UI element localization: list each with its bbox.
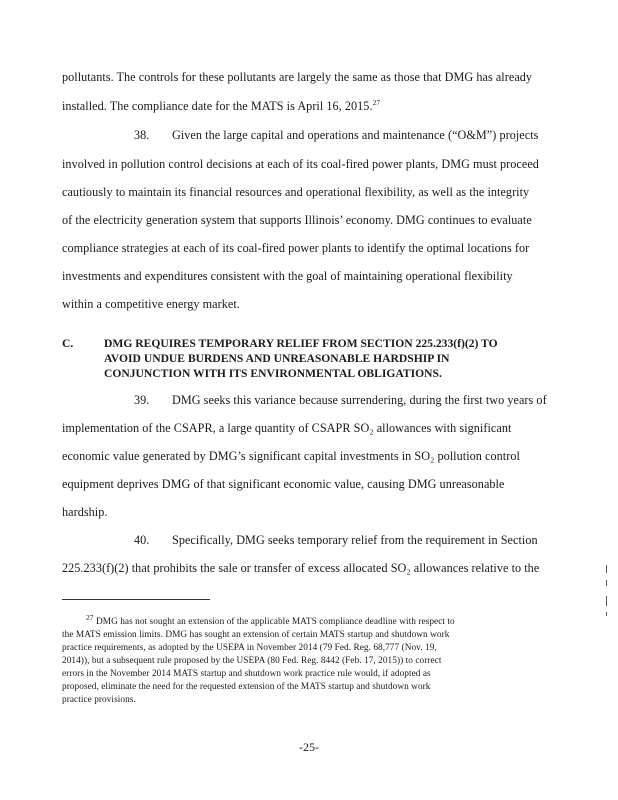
footnote-number: 27 xyxy=(86,612,94,622)
body-line: within a competitive energy market. xyxy=(62,297,240,311)
footnote-separator xyxy=(62,599,210,600)
footnote-line: the MATS emission limits. DMG has sought an extension of certain MATS startup and shutdown work xyxy=(62,630,450,640)
body-line: pollutants. The controls for these pollutants are largely the same as those that DMG has already xyxy=(62,70,533,84)
section-heading-line: DMG REQUIRES TEMPORARY RELIEF FROM SECTION 225.233(f)(2) TO xyxy=(104,337,498,350)
paragraph-38: 38. Given the large capital and operations and maintenance (“O&M”) projects xyxy=(134,128,539,142)
paragraph-40: 40. Specifically, DMG seeks temporary relief from the requirement in Section xyxy=(134,533,538,547)
footnote-line: $^{27}$ DMG has not sought an extension of the applicable MATS compliance deadline with respect to xyxy=(86,612,455,627)
body-line: equipment deprives DMG of that significant economic value, causing DMG unreasonable xyxy=(62,477,505,491)
margin-change-bar xyxy=(606,612,607,616)
body-line: economic value generated by DMG’s significant capital investments in SO₂ pollution control xyxy=(62,449,520,463)
para-number: 39. xyxy=(134,393,150,407)
footnote-line: practice provisions. xyxy=(62,695,136,705)
section-letter: C. xyxy=(62,337,74,350)
body-line: cautiously to maintain its financial resources and operational flexibility, as well as the integrity xyxy=(62,185,530,199)
footnote-line: 2014)), but a subsequent rule proposed by the USEPA (80 Fed. Reg. 8442 (Feb. 17, 2015)) to correct xyxy=(62,656,442,666)
body-line: installed. The compliance date for the MATS is April 16, 2015.27 xyxy=(62,97,381,113)
section-heading-line: CONJUNCTION WITH ITS ENVIRONMENTAL OBLIGATIONS. xyxy=(104,367,442,380)
body-line: implementation of the CSAPR, a large quantity of CSAPR SO₂ allowances with significant xyxy=(62,421,512,435)
body-line: involved in pollution control decisions at each of its coal-fired power plants, DMG must proceed xyxy=(62,157,539,171)
margin-change-bar xyxy=(606,580,607,586)
para-number: 40. xyxy=(134,533,150,547)
footnote-ref: 27 xyxy=(372,97,381,107)
footnote-line: practice requirements, as adopted by the USEPA in November 2014 (79 Fed. Reg. 68,777 (Nov. 19, xyxy=(62,643,437,653)
body-line: investments and expenditures consistent with the goal of maintaining operational flexibility xyxy=(62,269,513,283)
body-line: compliance strategies at each of its coal-fired power plants to identify the optimal locations for xyxy=(62,241,530,255)
footnote-line: proposed, eliminate the need for the requested extension of the MATS startup and shutdown work xyxy=(62,682,431,692)
footnote-line: errors in the November 2014 MATS startup and shutdown work practice rule would, if adopted as xyxy=(62,669,431,679)
page-number: -25- xyxy=(299,740,319,754)
para-number: 38. xyxy=(134,128,150,142)
section-heading-line: AVOID UNDUE BURDENS AND UNREASONABLE HARDSHIP IN xyxy=(104,352,450,365)
margin-change-bar xyxy=(606,565,607,573)
paragraph-39: 39. DMG seeks this variance because surrendering, during the first two years of xyxy=(134,393,547,407)
body-line: hardship. xyxy=(62,505,108,519)
body-line: of the electricity generation system that supports Illinois’ economy. DMG continues to evaluate xyxy=(62,213,532,227)
margin-change-bar xyxy=(606,596,607,606)
body-line: 225.233(f)(2) that prohibits the sale or transfer of excess allocated SO₂ allowances relative to the xyxy=(62,561,540,575)
